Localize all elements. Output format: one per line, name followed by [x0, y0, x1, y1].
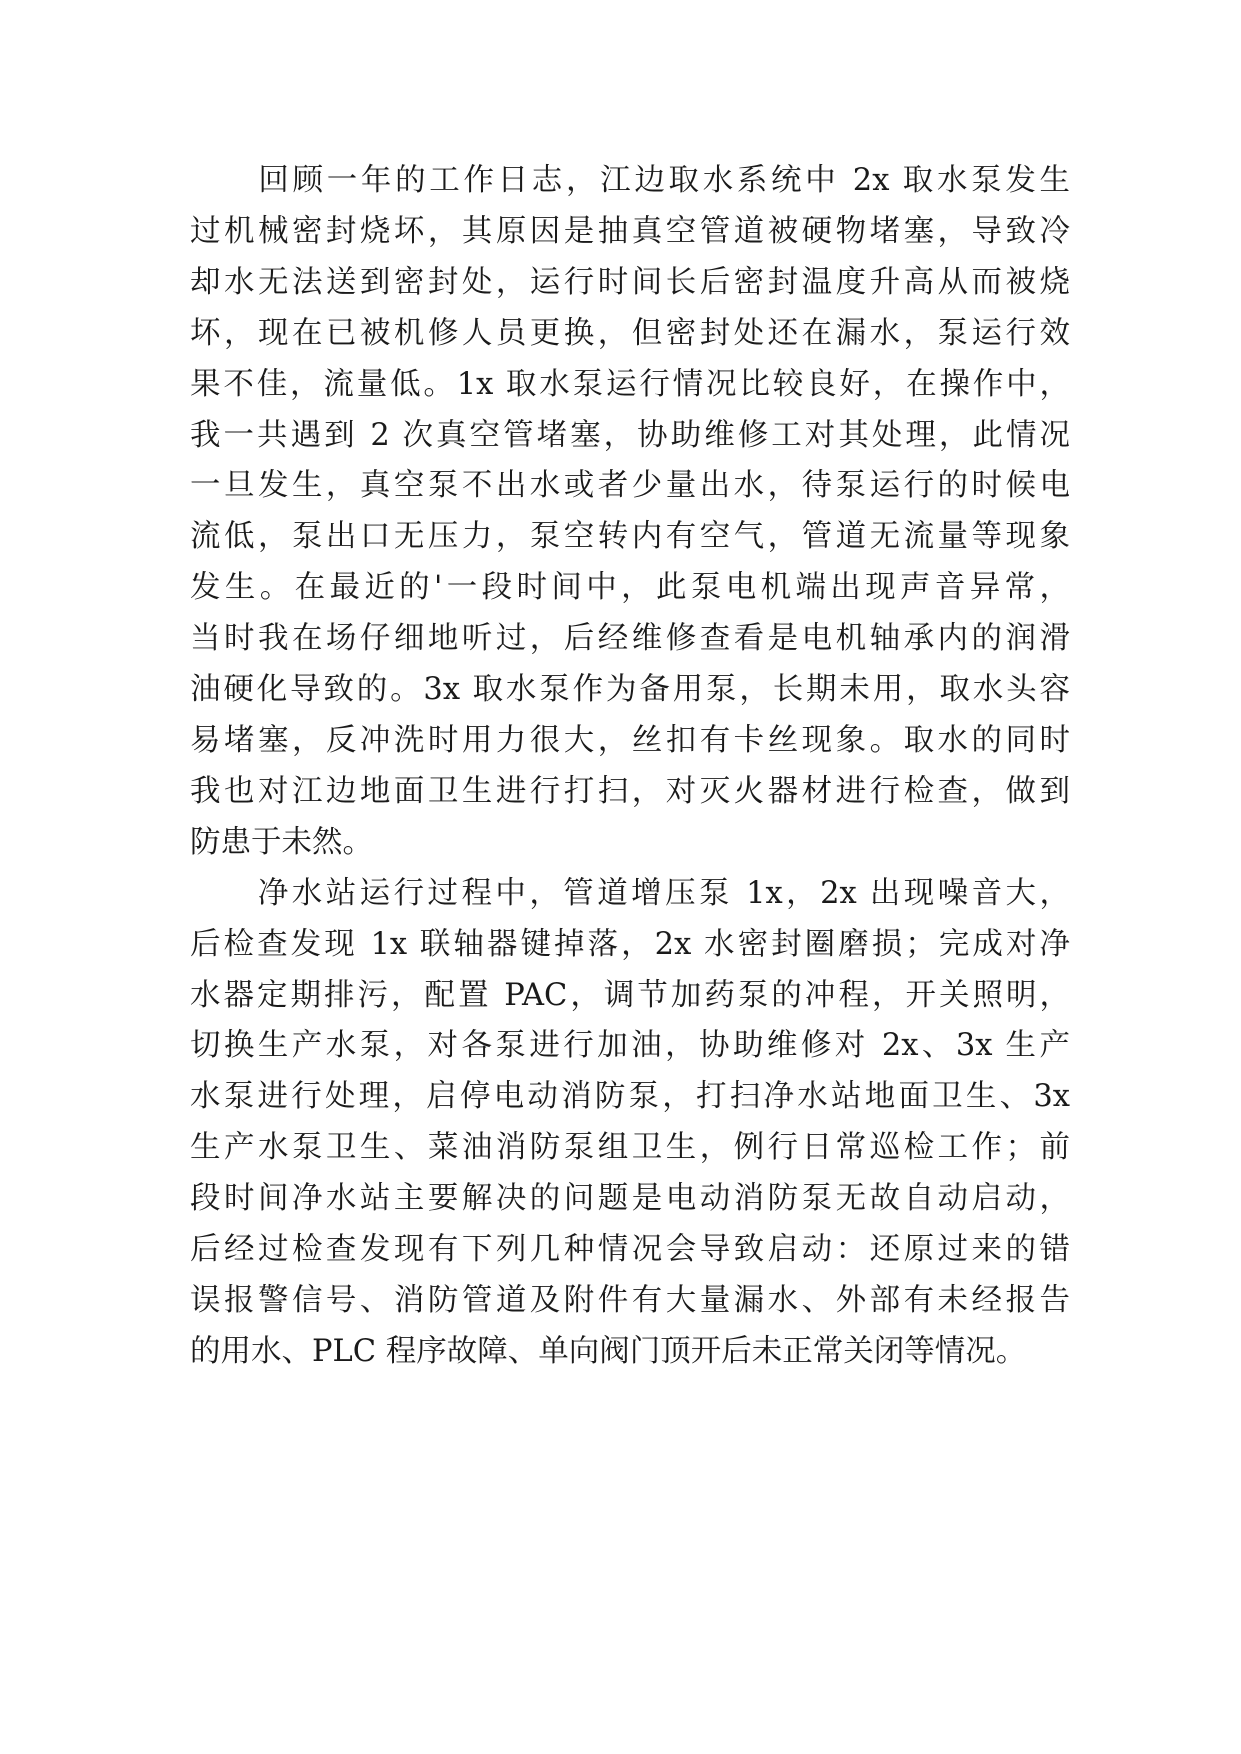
text-line: 我一共遇到 2 次真空管堵塞，协助维修工对其处理，此情况	[190, 417, 1070, 453]
paragraph-intake-system	[190, 156, 1070, 869]
text-line: 水器定期排污，配置 PAC，调节加药泵的冲程，开关照明，	[190, 977, 1070, 1013]
text-line: 果不佳，流量低。1x 取水泵运行情况比较良好，在操作中，	[190, 366, 1070, 402]
text-line: 过机械密封烧坏，其原因是抽真空管道被硬物堵塞，导致冷	[190, 213, 1070, 249]
text-line: 后检查发现 1x 联轴器键掉落，2x 水密封圈磨损；完成对净	[190, 926, 1070, 962]
text-line: 后经过检查发现有下列几种情况会导致启动：还原过来的错	[190, 1232, 1070, 1268]
document-body	[190, 156, 1070, 1378]
text-line: 水泵进行处理，启停电动消防泵，打扫净水站地面卫生、3x	[190, 1079, 1070, 1115]
text-line: 的用水、PLC 程序故障、单向阀门顶开后未正常关闭等情况。	[190, 1333, 1027, 1369]
text-line: 生产水泵卫生、菜油消防泵组卫生，例行日常巡检工作；前	[190, 1130, 1070, 1166]
text-line: 净水站运行过程中，管道增压泵 1x，2x 出现噪音大，	[190, 875, 1070, 911]
text-line: 油硬化导致的。3x 取水泵作为备用泵，长期未用，取水头容	[190, 672, 1070, 708]
text-line: 段时间净水站主要解决的问题是电动消防泵无故自动启动，	[190, 1181, 1070, 1217]
text-line: 当时我在场仔细地听过，后经维修查看是电机轴承内的润滑	[190, 621, 1070, 657]
text-line: 一旦发生，真空泵不出水或者少量出水，待泵运行的时候电	[190, 468, 1070, 504]
text-line: 回顾一年的工作日志，江边取水系统中 2x 取水泵发生	[190, 163, 1070, 198]
text-line: 误报警信号、消防管道及附件有大量漏水、外部有未经报告	[190, 1282, 1070, 1318]
text-line: 易堵塞，反冲洗时用力很大，丝扣有卡丝现象。取水的同时	[190, 722, 1070, 758]
text-line: 我也对江边地面卫生进行打扫，对灭火器材进行检查，做到	[190, 773, 1070, 809]
text-line: 却水无法送到密封处，运行时间长后密封温度升高从而被烧	[190, 264, 1070, 300]
text-line: 防患于未然。	[190, 824, 373, 860]
text-line: 切换生产水泵，对各泵进行加油，协助维修对 2x、3x 生产	[190, 1028, 1070, 1064]
text-line: 发生。在最近的'一段时间中，此泵电机端出现声音异常，	[190, 570, 1070, 606]
text-line: 流低，泵出口无压力，泵空转内有空气，管道无流量等现象	[190, 519, 1070, 555]
paragraph-purification-station	[190, 869, 1070, 1378]
text-line: 坏，现在已被机修人员更换，但密封处还在漏水，泵运行效	[190, 315, 1070, 351]
